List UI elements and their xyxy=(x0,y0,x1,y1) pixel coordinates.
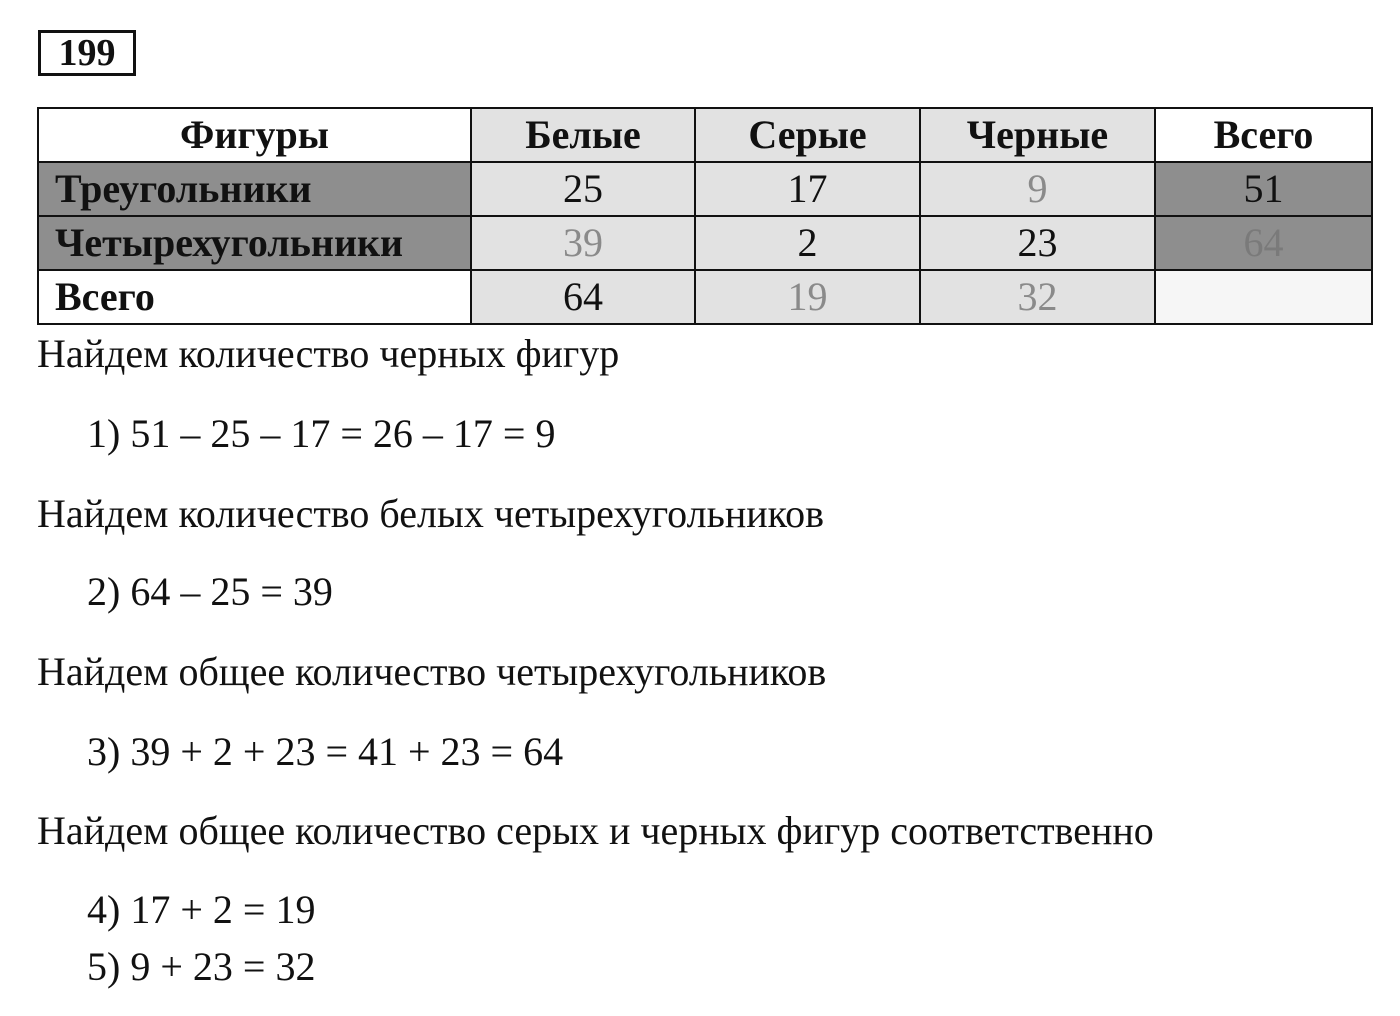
table-row-total xyxy=(38,270,1372,324)
header-gray: Серые xyxy=(695,108,920,162)
header-black: Черные xyxy=(920,108,1155,162)
header-total: Всего xyxy=(1155,108,1372,162)
step-4-calc-a: 4) 17 + 2 = 19 xyxy=(87,887,316,932)
cell-triangles-black: 9 xyxy=(920,162,1155,216)
row-label-triangles: Треугольники xyxy=(38,162,471,216)
table-row-triangles xyxy=(38,162,1372,216)
step-2-calc: 2) 64 – 25 = 39 xyxy=(87,569,333,614)
cell-total-total xyxy=(1155,270,1372,324)
cell-total-black: 32 xyxy=(920,270,1155,324)
header-white: Белые xyxy=(471,108,695,162)
step-3-heading: Найдем общее количество четырехугольников xyxy=(37,649,827,694)
cell-quadrilaterals-total: 64 xyxy=(1155,216,1372,270)
problem-number: 199 xyxy=(38,30,136,76)
cell-quadrilaterals-black: 23 xyxy=(920,216,1155,270)
cell-total-gray: 19 xyxy=(695,270,920,324)
step-2-heading: Найдем количество белых четырехугольников xyxy=(37,491,824,536)
cell-triangles-white: 25 xyxy=(471,162,695,216)
step-1-heading: Найдем количество черных фигур xyxy=(37,331,620,376)
table-header-row xyxy=(38,108,1372,162)
header-figures: Фигуры xyxy=(38,108,471,162)
cell-triangles-gray: 17 xyxy=(695,162,920,216)
cell-quadrilaterals-white: 39 xyxy=(471,216,695,270)
row-label-total: Всего xyxy=(38,270,471,324)
cell-total-white: 64 xyxy=(471,270,695,324)
cell-triangles-total: 51 xyxy=(1155,162,1372,216)
step-3-calc: 3) 39 + 2 + 23 = 41 + 23 = 64 xyxy=(87,729,564,774)
table-row-quadrilaterals xyxy=(38,216,1372,270)
step-4-calc-b: 5) 9 + 23 = 32 xyxy=(87,944,316,989)
step-1-calc: 1) 51 – 25 – 17 = 26 – 17 = 9 xyxy=(87,411,556,456)
cell-quadrilaterals-gray: 2 xyxy=(695,216,920,270)
figures-table xyxy=(37,107,1373,325)
step-4-heading: Найдем общее количество серых и черных фигур соответственно xyxy=(37,808,1154,853)
row-label-quadrilaterals: Четырехугольники xyxy=(38,216,471,270)
